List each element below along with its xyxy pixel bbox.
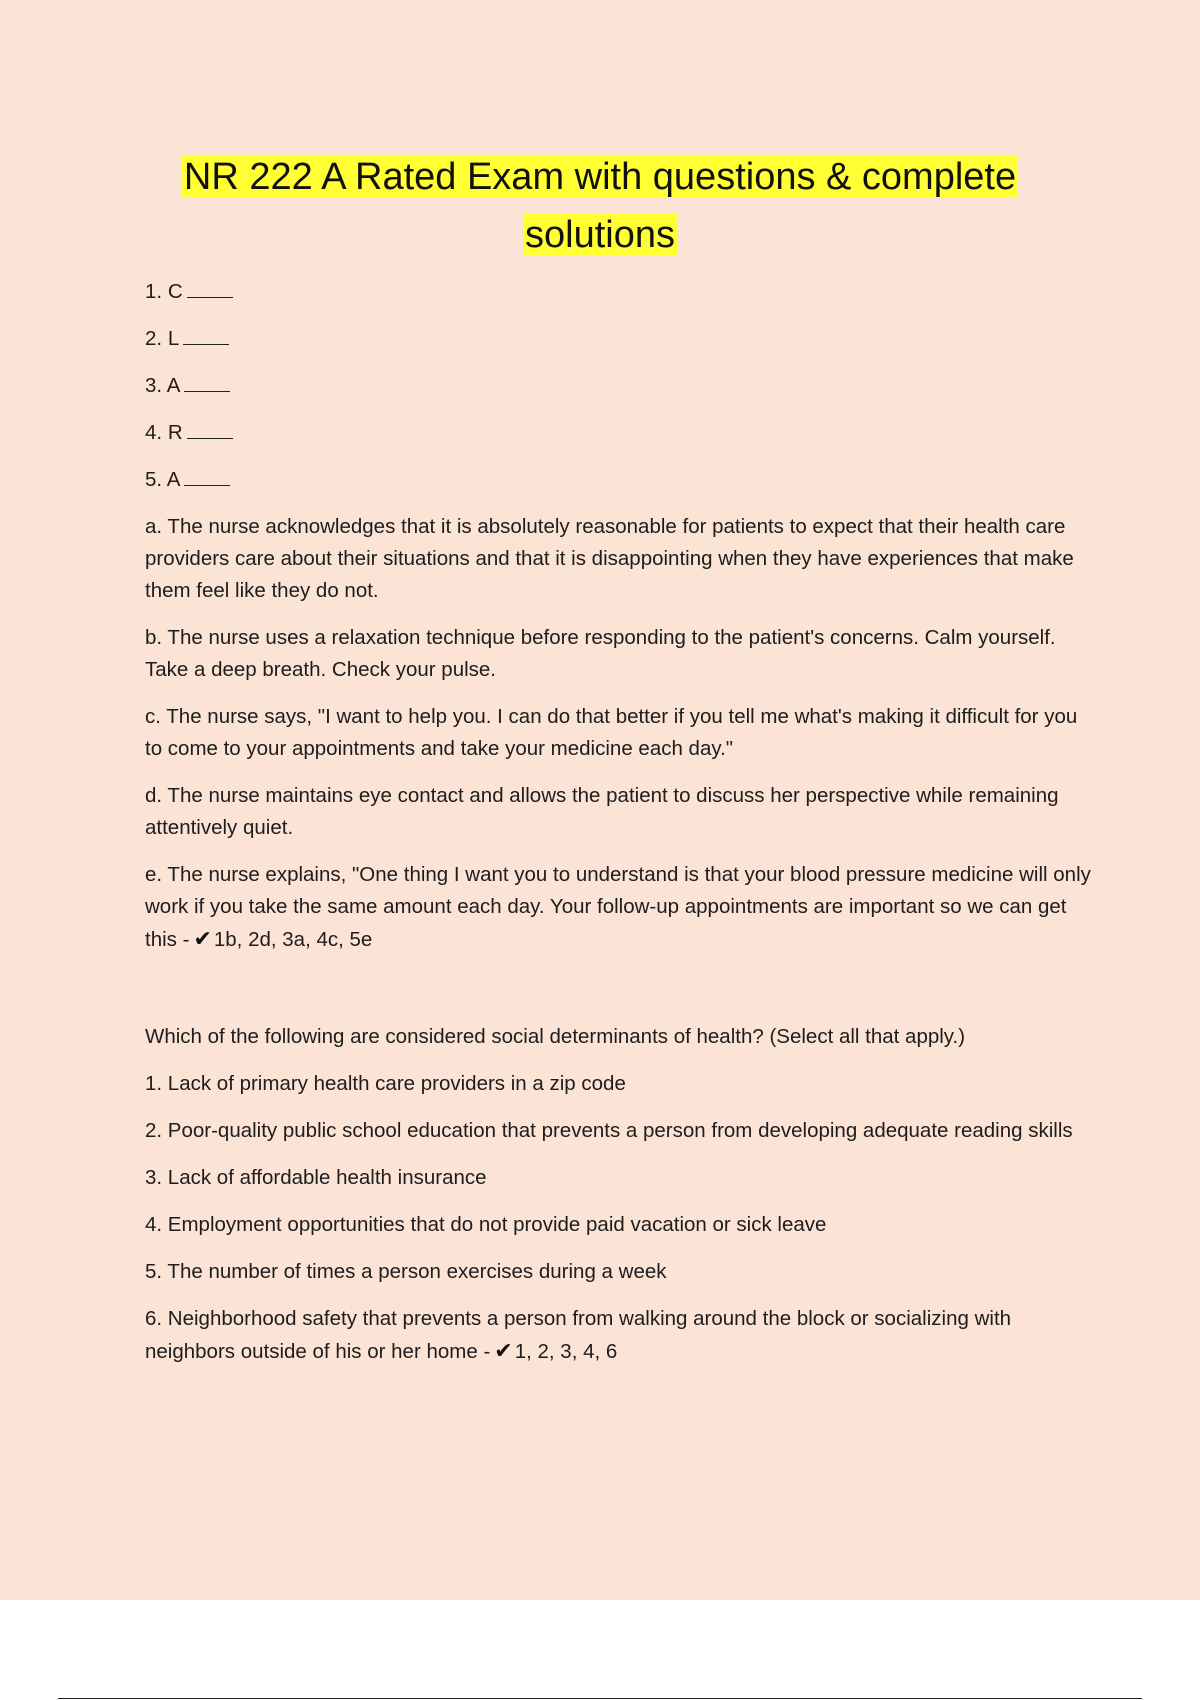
- title-line-2: solutions: [525, 214, 675, 256]
- question-option-4: 4. Employment opportunities that do not provide paid vacation or sick leave: [145, 1213, 827, 1236]
- question-option-3: 3. Lack of affordable health insurance: [145, 1166, 487, 1189]
- answer-blank: [187, 279, 233, 298]
- answer-blank: [184, 467, 230, 486]
- matching-option-d: d. The nurse maintains eye contact and allows the patient to discuss her perspective while remaining attentively quiet.: [145, 784, 1059, 839]
- answer-blank: [183, 326, 229, 345]
- option-6-text: 6. Neighborhood safety that prevents a person from walking around the block or socializing with neighbors outside of his or her home -: [145, 1307, 1012, 1363]
- question-option-5: 5. The number of times a person exercises during a week: [145, 1260, 667, 1283]
- question-answer: 1, 2, 3, 4, 6: [514, 1340, 618, 1363]
- document-title: [100, 148, 1100, 264]
- checkmark-icon: ✔: [494, 1338, 513, 1363]
- answer-blank: [184, 373, 230, 392]
- title-line-1: NR 222 A Rated Exam with questions & complete: [183, 156, 1017, 198]
- matching-item: 1. C: [145, 276, 1095, 308]
- option-e-text: e. The nurse explains, "One thing I want you to understand is that your blood pressure medicine will only work if you take the same amount each day. Your follow-up appointments are important so we can get this -: [145, 863, 1091, 951]
- question-option-1: 1. Lack of primary health care providers in a zip code: [145, 1072, 626, 1095]
- answer-blank: [187, 420, 233, 439]
- matching-option-c: c. The nurse says, "I want to help you. I can do that better if you tell me what's making it difficult for you to come to your appointments and take your medicine each day.": [145, 705, 1078, 760]
- matching-item: 5. A: [145, 464, 1095, 496]
- question-option-6: [145, 1303, 1095, 1368]
- question-prompt: Which of the following are considered social determinants of health? (Select all that apply.): [145, 1025, 966, 1048]
- section-gap: [145, 971, 1095, 1021]
- matching-option-b: b. The nurse uses a relaxation technique before responding to the patient's concerns. Calm yourself. Take a deep breath. Check your pulse.: [145, 626, 1056, 681]
- checkmark-icon: ✔: [193, 926, 212, 951]
- matching-item: 2. L: [145, 323, 1095, 355]
- document-body: [145, 276, 1095, 1383]
- matching-answer: 1b, 2d, 3a, 4c, 5e: [213, 928, 373, 951]
- matching-item: 3. A: [145, 370, 1095, 402]
- matching-item: 4. R: [145, 417, 1095, 449]
- matching-option-a: a. The nurse acknowledges that it is absolutely reasonable for patients to expect that their health care providers care about their situations and that it is disappointing when they have experiences that make them feel like they do not.: [145, 515, 1074, 602]
- question-option-2: 2. Poor-quality public school education that prevents a person from developing adequate reading skills: [145, 1119, 1073, 1142]
- footer-divider: [58, 1698, 1142, 1699]
- matching-option-e: [145, 859, 1095, 956]
